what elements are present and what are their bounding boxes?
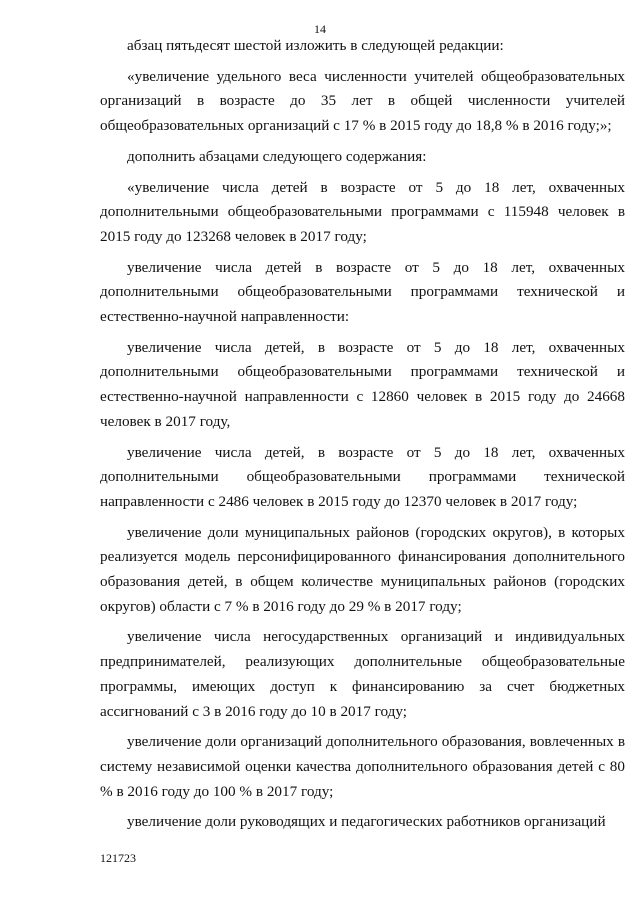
paragraph-11: увеличение доли руководящих и педагогических работников организаций	[127, 813, 606, 831]
paragraph-6: увеличение числа детей, в возрасте от 5 до 18 лет, охваченных дополнительными общеобразовательными программами технической и естественно-научной направленности с 12860 человек в 2015 году до 24668 человек в 2017 году,	[100, 338, 625, 430]
paragraph-10: увеличение доли организаций дополнительного образования, вовлеченных в систему независимой оценки качества дополнительного образования детей с 80 % в 2016 году до 100 % в 2017 году;	[100, 733, 625, 800]
paragraph-9: увеличение числа негосударственных организаций и индивидуальных предпринимателей, реализующих дополнительные общеобразовательные программы, имеющих доступ к финансированию за счет бюджетных ассигнований с 3 в 2016 году до 10 в 2017 году;	[100, 628, 625, 720]
paragraph-7: увеличение числа детей, в возрасте от 5 до 18 лет, охваченных дополнительными общеобразовательными программами технической направленности с 2486 человек в 2015 году до 12370 человек в 2017 году;	[100, 443, 625, 510]
paragraph-8: увеличение доли муниципальных районов (городских округов), в которых реализуется модель персонифицированного финансирования дополнительного образования детей, в общем количестве муниципальных районов (городских округов) области с 7 % в 2016 году до 29 % в 2017 году;	[100, 523, 625, 615]
page-number: 14	[314, 22, 326, 36]
document-code: 121723	[100, 851, 136, 865]
paragraph-5: увеличение числа детей в возрасте от 5 до 18 лет, охваченных дополнительными общеобразовательными программами технической и естественно-научной направленности:	[100, 258, 625, 326]
paragraph-1: абзац пятьдесят шестой изложить в следующей редакции:	[127, 37, 504, 54]
document-body	[100, 34, 625, 841]
paragraph-2: «увеличение удельного веса численности учителей общеобразовательных организаций в возрасте до 35 лет в общей численности учителей общеобразовательных организаций с 17 % в 2015 году до 18,8 % в 2016 году;»;	[100, 67, 625, 135]
paragraph-4: «увеличение числа детей в возрасте от 5 до 18 лет, охваченных дополнительными общеобразовательными программами с 115948 человек в 2015 году до 123268 человек в 2017 году;	[100, 178, 625, 245]
paragraph-3: дополнить абзацами следующего содержания:	[127, 147, 427, 165]
